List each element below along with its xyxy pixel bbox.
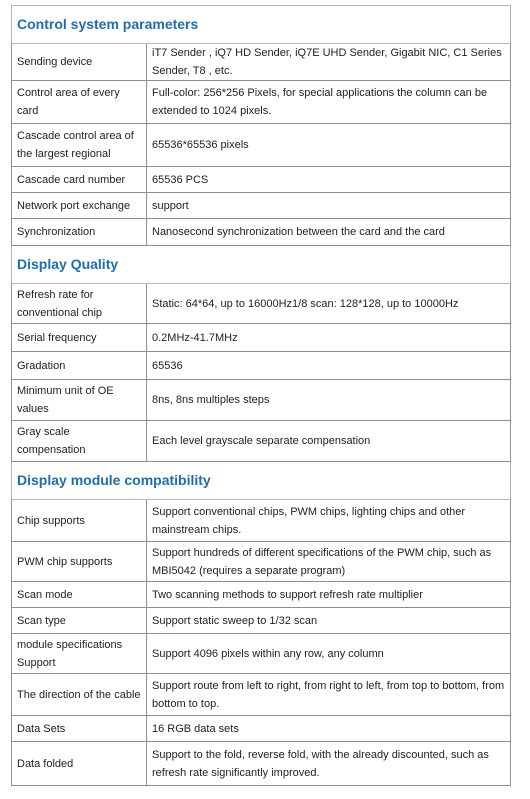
param-label: Scan mode [12, 582, 147, 608]
param-value: 65536 [147, 352, 511, 380]
table-row [12, 634, 511, 674]
param-label: Control area of every card [12, 81, 147, 124]
param-label: Cascade control area of the largest regional [12, 124, 147, 167]
param-label: Gray scale compensation [12, 421, 147, 462]
table-row [12, 167, 511, 193]
param-value: 65536 PCS [147, 167, 511, 193]
param-value: Static: 64*64, up to 16000Hz1/8 scan: 128*128, up to 10000Hz [147, 284, 511, 324]
param-label: Refresh rate for conventional chip [12, 284, 147, 324]
param-value: Nanosecond synchronization between the card and the card [147, 219, 511, 246]
param-value: Each level grayscale separate compensation [147, 421, 511, 462]
param-value: Support hundreds of different specifications of the PWM chip, such as MBI5042 (requires a separate program) [147, 542, 511, 582]
section-header-display-quality [12, 246, 511, 284]
table-row [12, 124, 511, 167]
table-row [12, 674, 511, 716]
table-row [12, 500, 511, 542]
param-value: support [147, 193, 511, 219]
section-title: Control system parameters [17, 15, 199, 32]
param-label: Network port exchange [12, 193, 147, 219]
table-row [12, 421, 511, 462]
param-label: module specifications Support [12, 634, 147, 674]
table-row [12, 193, 511, 219]
table-row [12, 380, 511, 421]
param-value: iT7 Sender , iQ7 HD Sender, iQ7E UHD Sender, Gigabit NIC, C1 Series Sender, T8 , etc. [147, 44, 511, 81]
param-label: Minimum unit of OE values [12, 380, 147, 421]
table-row [12, 324, 511, 352]
param-label: Scan type [12, 608, 147, 634]
param-label: Gradation [12, 352, 147, 380]
section-header-control [12, 6, 511, 44]
table-row [12, 284, 511, 324]
param-value: 65536*65536 pixels [147, 124, 511, 167]
table-row [12, 81, 511, 124]
param-value: Support 4096 pixels within any row, any column [147, 634, 511, 674]
param-label: Serial frequency [12, 324, 147, 352]
param-value: Support route from left to right, from right to left, from top to bottom, from bottom to top. [147, 674, 511, 716]
param-value: Support static sweep to 1/32 scan [147, 608, 511, 634]
table-row [12, 219, 511, 246]
param-value: Full-color: 256*256 Pixels, for special applications the column can be extended to 1024 pixels. [147, 81, 511, 124]
param-label: Data folded [12, 742, 147, 786]
param-value: 0.2MHz-41.7MHz [147, 324, 511, 352]
table-row [12, 352, 511, 380]
param-value: Two scanning methods to support refresh rate multiplier [147, 582, 511, 608]
table-row [12, 542, 511, 582]
param-label: The direction of the cable [12, 674, 147, 716]
param-label: Cascade card number [12, 167, 147, 193]
spec-table [11, 5, 511, 786]
table-row [12, 44, 511, 81]
param-value: 16 RGB data sets [147, 716, 511, 742]
param-value: Support conventional chips, PWM chips, lighting chips and other mainstream chips. [147, 500, 511, 542]
param-label: Synchronization [12, 219, 147, 246]
param-label: Data Sets [12, 716, 147, 742]
table-row [12, 716, 511, 742]
table-row [12, 742, 511, 786]
param-value: Support to the fold, reverse fold, with the already discounted, such as refresh rate significantly improved. [147, 742, 511, 786]
table-row [12, 608, 511, 634]
section-title: Display Quality [17, 255, 119, 272]
section-header-module-compat [12, 462, 511, 500]
section-title: Display module compatibility [17, 471, 211, 488]
param-label: PWM chip supports [12, 542, 147, 582]
param-label: Sending device [12, 44, 147, 81]
param-value: 8ns, 8ns multiples steps [147, 380, 511, 421]
param-label: Chip supports [12, 500, 147, 542]
table-row [12, 582, 511, 608]
